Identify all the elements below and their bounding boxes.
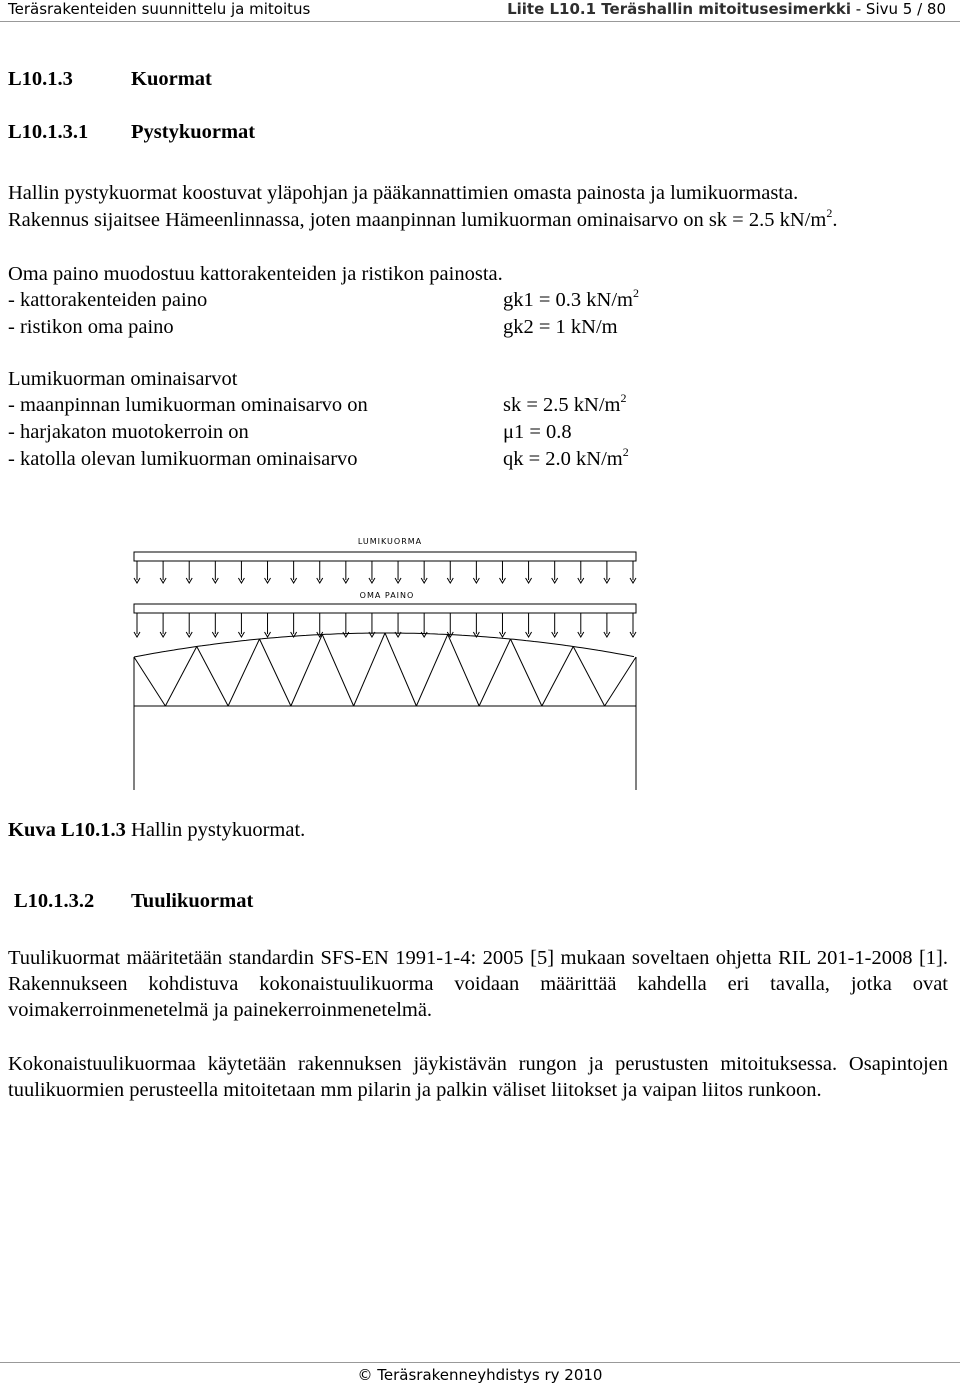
figure-caption-label: Kuva L10.1.3 xyxy=(8,819,126,841)
self-weight-value-1-sup: 2 xyxy=(633,286,640,300)
snow-load-arrows xyxy=(134,561,636,583)
self-weight-label-1: - kattorakenteiden paino xyxy=(8,289,208,311)
subsection-title: Pystykuormat xyxy=(131,121,256,143)
header-page-number: - Sivu 5 / 80 xyxy=(850,0,946,18)
snow-label-2: - harjakaton muotokerroin on xyxy=(8,421,249,443)
truss-diagonal xyxy=(134,657,165,706)
self-weight-value-1 xyxy=(503,287,639,313)
intro-line-2-sup: 2 xyxy=(826,206,833,220)
snow-label-3: - katolla olevan lumikuorman ominaisarvo xyxy=(8,448,358,470)
snow-load-block xyxy=(134,552,636,561)
truss-diagonal xyxy=(479,639,510,706)
truss-diagonal xyxy=(573,647,604,707)
figure-caption-text: Hallin pystykuormat. xyxy=(125,819,306,841)
self-weight-heading: Oma paino muodostuu kattorakenteiden ja ristikon painosta. xyxy=(8,263,503,285)
snow-value-3-sup: 2 xyxy=(622,445,629,459)
snow-value-3-text: qk = 2.0 kN/m xyxy=(503,448,623,470)
self-weight-value-1-text: gk1 = 0.3 kN/m xyxy=(503,289,634,311)
dead-load-block xyxy=(134,604,636,613)
header-page-info xyxy=(507,0,946,18)
footer-copyright: © Teräsrakenneyhdistys ry 2010 xyxy=(357,1366,603,1384)
figure-caption xyxy=(8,817,305,843)
intro-line-2-text: Rakennus sijaitsee Hämeenlinnassa, joten maanpinnan lumikuorman ominaisarvo on sk = 2.5 kN/m xyxy=(8,209,827,231)
truss-diagonal xyxy=(542,647,573,707)
truss-diagonal xyxy=(605,657,636,706)
snow-load-label: LUMIKUORMA xyxy=(357,537,423,546)
truss-load-figure xyxy=(120,525,660,800)
truss-diagonal xyxy=(385,633,416,706)
truss-diagonal xyxy=(228,639,259,706)
snow-value-1-text: sk = 2.5 kN/m xyxy=(503,394,621,416)
truss-diagonal xyxy=(448,635,479,707)
intro-line-1: Hallin pystykuormat koostuvat yläpohjan ja pääkannattimien omasta painosta ja lumikuormasta. xyxy=(8,182,799,204)
snow-value-3 xyxy=(503,446,629,472)
footer-rule xyxy=(0,1362,960,1363)
snow-heading: Lumikuorman ominaisarvot xyxy=(8,368,238,390)
snow-value-1-sup: 2 xyxy=(620,391,627,405)
wind-paragraph-2: Kokonaistuulikuormaa käytetään rakennuksen jäykistävän rungon ja perustusten mitoituksessa. Osapintojen tuulikuormien perusteella mitoitetaan mm pilarin ja palkin väliset liitokset ja vaipan liitos runkoon. xyxy=(8,1053,948,1101)
truss-diagonal xyxy=(165,647,196,707)
truss-top-chord xyxy=(134,633,634,657)
self-weight-value-2: gk2 = 1 kN/m xyxy=(503,316,618,338)
truss-diagonal xyxy=(416,635,447,707)
truss-diagonal xyxy=(354,633,385,706)
intro-line-2 xyxy=(8,207,837,233)
truss-diagonal xyxy=(291,635,322,707)
page-header xyxy=(0,0,960,22)
truss-diagonal xyxy=(322,635,353,707)
intro-line-2-end: . xyxy=(832,209,838,231)
header-rule xyxy=(0,21,960,22)
snow-label-1: - maanpinnan lumikuorman ominaisarvo on xyxy=(8,394,368,416)
section-title: Kuormat xyxy=(131,68,212,90)
subsection-2-title: Tuulikuormat xyxy=(131,890,254,912)
wind-paragraph-1: Tuulikuormat määritetään standardin SFS-EN 1991-1-4: 2005 [5] mukaan soveltaen ohjetta RIL 201-1-2008 [1]. Rakennukseen kohdistuva kokonaistuulikuorma voidaan määrittää kahdella eri tavalla, jotka ovat voimakerroinmenetelmä ja painekerroinmenetelmä. xyxy=(8,947,948,1021)
snow-value-2: μ1 = 0.8 xyxy=(503,421,572,443)
truss-diagonal xyxy=(260,639,291,706)
header-appendix-title: Liite L10.1 Teräshallin mitoitusesimerkki xyxy=(507,0,851,18)
truss-diagonal xyxy=(511,639,542,706)
dead-load-label: OMA PAINO xyxy=(359,591,415,600)
truss xyxy=(134,633,636,706)
section-number: L10.1.3 xyxy=(8,68,73,90)
subsection-2-number: L10.1.3.2 xyxy=(14,890,95,912)
header-title: Teräsrakenteiden suunnittelu ja mitoitus xyxy=(8,0,311,18)
subsection-number: L10.1.3.1 xyxy=(8,121,89,143)
truss-diagonal xyxy=(197,647,228,707)
snow-value-1 xyxy=(503,392,627,418)
self-weight-label-2: - ristikon oma paino xyxy=(8,316,174,338)
